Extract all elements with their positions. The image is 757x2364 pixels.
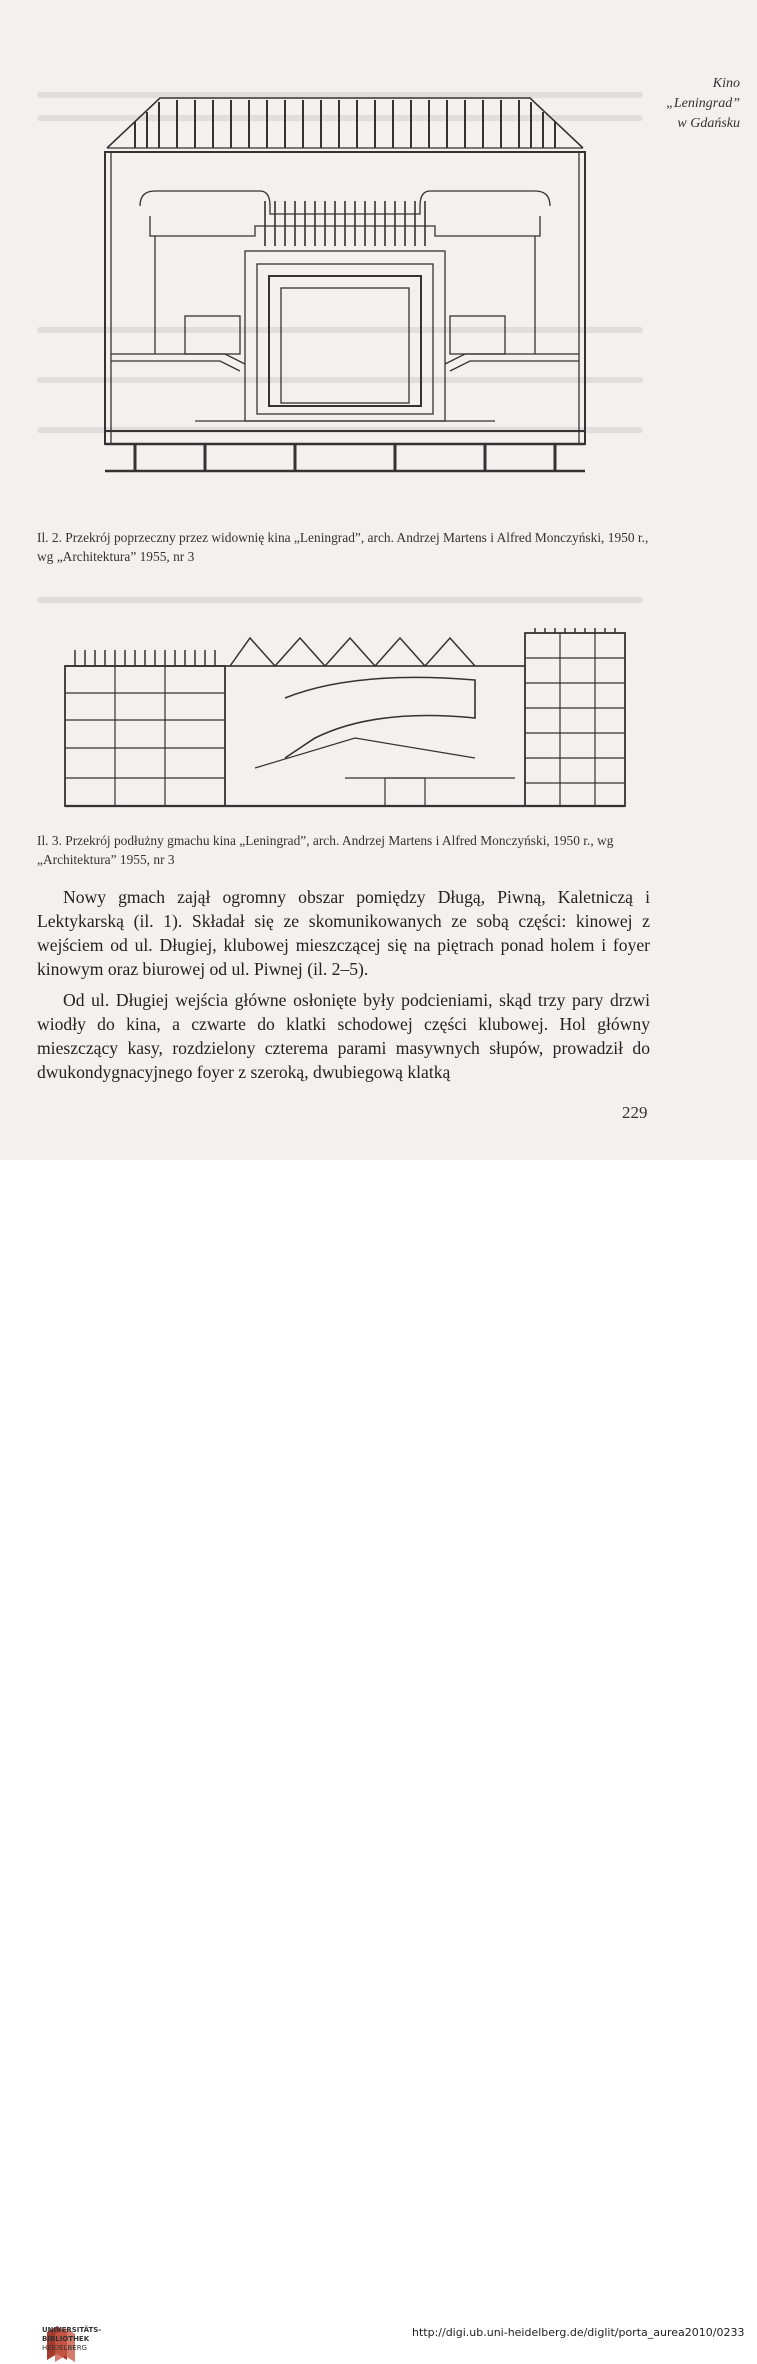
running-head-line: Kino: [712, 76, 740, 91]
body-text: [37, 885, 650, 1084]
running-head-line: w Gdańsku: [677, 116, 740, 131]
figure-longitudinal-section: [55, 628, 635, 818]
library-name: [42, 2326, 101, 2353]
book-page: [0, 0, 757, 1160]
figure-cross-section: [95, 86, 595, 486]
paragraph: Nowy gmach zajął ogromny obszar pomiędzy Długą, Piwną, Kaletniczą i Lektykarską (il. 1). Składał się ze skomunikowanych ze sobą części: kinowej z wejściem od ul. Długiej, klubowej mieszczącej się na piętrach ponad holem i foyer kinowym oraz biurowej od ul. Piwnej (il. 2–5).: [37, 887, 650, 979]
library-name-line: HEIDELBERG: [42, 2344, 87, 2352]
paragraph: Od ul. Długiej wejścia główne osłonięte były podcieniami, skąd trzy pary drzwi wiodły do kina, a czwarte do klatki schodowej części klubowej. Hol główny mieszczący kasy, rozdzielony czterema parami masywnych słupów, prowadził do dwukondygnacyjnego foyer z szeroką, dwubiegową klatką: [37, 990, 650, 1082]
running-head: [620, 74, 740, 134]
figure-2-caption: Il. 2. Przekrój poprzeczny przez widownię kina „Leningrad”, arch. Andrzej Martens i Alfred Monczyński, 1950 r., wg „Architektura” 1955, nr 3: [37, 530, 649, 564]
figure-3-caption: Il. 3. Przekrój podłużny gmachu kina „Leningrad”, arch. Andrzej Martens i Alfred Monczyński, 1950 r., wg „Architektura” 1955, nr 3: [37, 833, 614, 867]
viewer-footer: [0, 1160, 757, 2352]
library-name-line: UNIVERSITÄTS-: [42, 2326, 102, 2334]
page-number: 229: [622, 1103, 648, 1122]
library-name-line: BIBLIOTHEK: [42, 2335, 90, 2343]
permalink-url[interactable]: http://digi.ub.uni-heidelberg.de/diglit/porta_aurea2010/0233: [412, 2326, 745, 2339]
running-head-line: „Leningrad”: [666, 96, 740, 111]
